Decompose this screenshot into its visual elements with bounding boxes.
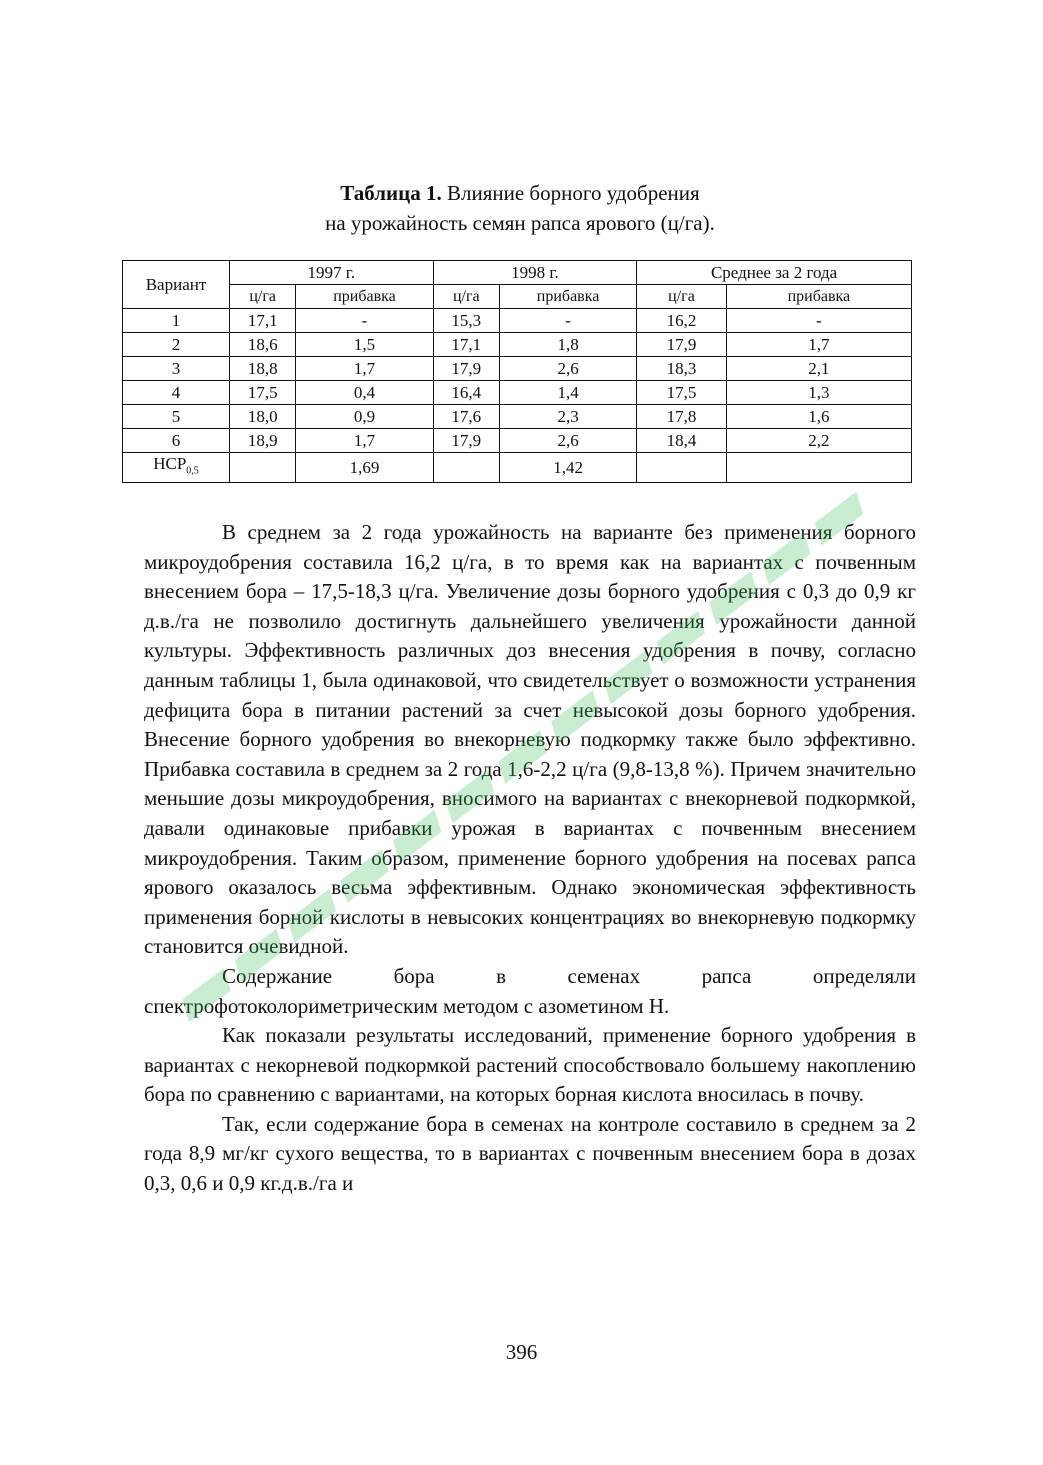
paragraph: Как показали результаты исследований, применение борного удобрения в вариантах с некорневой подкормкой растений способствовало большему накоплению бора по сравнению с вариантами, на которых борная кислота вносилась в почву.	[144, 1023, 916, 1107]
variant-cell: 3	[123, 357, 230, 381]
hcp-cell	[637, 453, 727, 483]
value-cell: -	[296, 309, 433, 333]
value-cell: 17,5	[637, 381, 727, 405]
value-cell: 17,1	[433, 333, 499, 357]
value-cell: 16,2	[637, 309, 727, 333]
body-text	[144, 518, 916, 1199]
hcp-label: $НСР_{0,5}$	[123, 453, 230, 483]
table-row	[123, 381, 912, 405]
value-cell: 1,5	[296, 333, 433, 357]
value-cell: 18,3	[637, 357, 727, 381]
value-cell: 1,7	[726, 333, 911, 357]
value-cell: -	[726, 309, 911, 333]
value-cell: 18,0	[230, 405, 296, 429]
table-row	[123, 429, 912, 453]
table-caption-line2: на урожайность семян рапса ярового (ц/га).	[325, 211, 715, 235]
value-cell: 2,6	[499, 357, 636, 381]
variant-cell: 6	[123, 429, 230, 453]
hcp-cell: 1,69	[296, 453, 433, 483]
group-header-1997: 1997 г.	[230, 261, 434, 285]
hcp-row	[123, 453, 912, 483]
table-row	[123, 405, 912, 429]
value-cell: 16,4	[433, 381, 499, 405]
variant-cell: 1	[123, 309, 230, 333]
table-header-row	[123, 261, 912, 285]
hcp-cell: 1,42	[499, 453, 636, 483]
table-body	[123, 309, 912, 453]
value-cell: 0,9	[296, 405, 433, 429]
table-row	[123, 309, 912, 333]
table-row	[123, 357, 912, 381]
table-caption	[120, 178, 920, 238]
paragraph: Содержание бора в семенах рапса определяли спектрофотоколориметрическим методом с азометином Н.	[144, 963, 916, 1018]
value-cell: 18,4	[637, 429, 727, 453]
variant-cell: 5	[123, 405, 230, 429]
yield-table	[122, 260, 912, 483]
value-cell: 17,5	[230, 381, 296, 405]
value-cell: 1,3	[726, 381, 911, 405]
group-header-1998: 1998 г.	[433, 261, 637, 285]
hcp-cell	[433, 453, 499, 483]
hcp-cell	[726, 453, 911, 483]
table-subheader-row	[123, 285, 912, 309]
value-cell: 1,7	[296, 429, 433, 453]
value-cell: 18,6	[230, 333, 296, 357]
subheader-cell: прибавка	[499, 285, 636, 309]
value-cell: 17,8	[637, 405, 727, 429]
paragraph: Так, если содержание бора в семенах на контроле составило в среднем за 2 года 8,9 мг/кг сухого вещества, то в вариантах с почвенным внесением бора в дозах 0,3, 0,6 и 0,9 кг.д.в./га и	[144, 1111, 916, 1196]
value-cell: 2,1	[726, 357, 911, 381]
value-cell: 17,9	[433, 429, 499, 453]
value-cell: 17,6	[433, 405, 499, 429]
subheader-cell: прибавка	[726, 285, 911, 309]
subheader-cell: прибавка	[296, 285, 433, 309]
value-cell: 18,9	[230, 429, 296, 453]
value-cell: 18,8	[230, 357, 296, 381]
variant-header: Вариант	[123, 261, 230, 309]
page-number: 396	[505, 1340, 538, 1364]
value-cell: -	[499, 309, 636, 333]
value-cell: 2,6	[499, 429, 636, 453]
value-cell: 1,6	[726, 405, 911, 429]
subheader-cell: ц/га	[230, 285, 296, 309]
value-cell: 17,9	[433, 357, 499, 381]
variant-cell: 4	[123, 381, 230, 405]
value-cell: 2,2	[726, 429, 911, 453]
paragraph: В среднем за 2 года урожайность на варианте без применения борного микроудобрения составила 16,2 ц/га, в то время как на вариантах с почвенным внесением бора – 17,5-18,3 ц/га. Увеличение дозы борного удобрения с 0,3 до 0,9 кг д.в./га не позволило достигнуть дальнейшего увеличения урожайности данной культуры. Эффективность различных доз внесения удобрения в почву, согласно данным таблицы 1, была одинаковой, что свидетельствует о возможности устранения дефицита бора в питании растений за счет невысокой дозы борного удобрения. Внесение борного удобрения во внекорневую подкормку также было эффективно. Прибавка составила в среднем за 2 года 1,6-2,2 ц/га (9,8-13,8 %). Причем значительно меньшие дозы микроудобрения, вносимого на вариантах с внекорневой подкормкой, давали одинаковые прибавки урожая в вариантах с почвенным внесением микроудобрения. Таким образом, применение борного удобрения на посевах рапса ярового оказалось весьма эффективным. Однако экономическая эффективность применения борной кислоты в невысоких концентрациях во внекорневую подкормку становится очевидной.	[144, 520, 916, 959]
value-cell: 1,7	[296, 357, 433, 381]
value-cell: 2,3	[499, 405, 636, 429]
value-cell: 0,4	[296, 381, 433, 405]
table-row	[123, 333, 912, 357]
value-cell: 1,4	[499, 381, 636, 405]
value-cell: 17,1	[230, 309, 296, 333]
table-caption-line1: Влияние борного удобрения	[447, 181, 700, 205]
subheader-cell: ц/га	[637, 285, 727, 309]
variant-cell: 2	[123, 333, 230, 357]
subheader-cell: ц/га	[433, 285, 499, 309]
group-header-average: Среднее за 2 года	[637, 261, 912, 285]
table-caption-label: Таблица 1.	[340, 181, 442, 205]
value-cell: 17,9	[637, 333, 727, 357]
value-cell: 1,8	[499, 333, 636, 357]
value-cell: 15,3	[433, 309, 499, 333]
hcp-cell	[230, 453, 296, 483]
